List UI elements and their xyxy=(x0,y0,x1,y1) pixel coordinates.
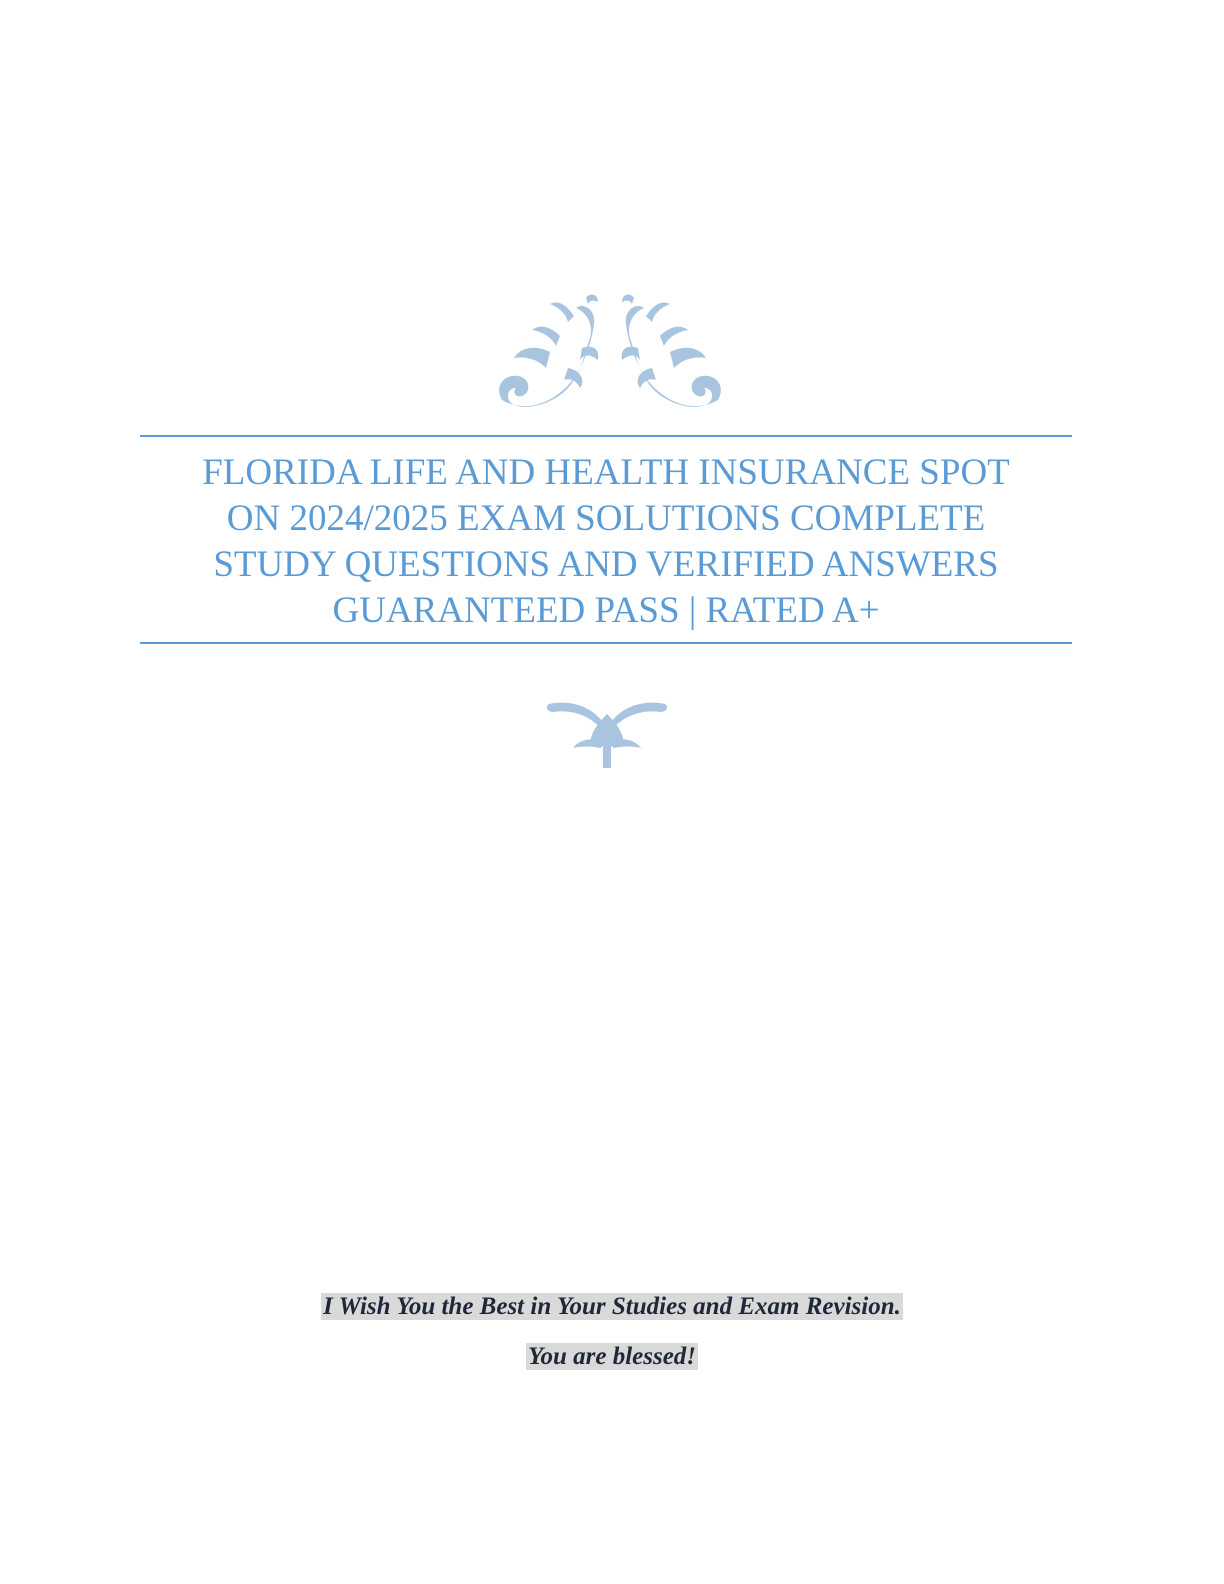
fleur-divider-icon xyxy=(545,688,669,770)
floral-scroll-icon xyxy=(490,290,730,420)
bottom-divider-rule xyxy=(140,642,1072,644)
title-line-2: ON 2024/2025 EXAM SOLUTIONS COMPLETE xyxy=(226,498,986,539)
closing-message xyxy=(0,1291,1224,1323)
blessing-message-text: You are blessed! xyxy=(527,1343,697,1370)
blessing-message xyxy=(0,1341,1224,1373)
title-line-4: GUARANTEED PASS | RATED A+ xyxy=(332,590,880,631)
title-line-1: FLORIDA LIFE AND HEALTH INSURANCE SPOT xyxy=(202,452,1010,493)
top-divider-rule xyxy=(140,435,1072,437)
closing-message-text: I Wish You the Best in Your Studies and Exam Revision. xyxy=(323,1293,901,1320)
title-line-3: STUDY QUESTIONS AND VERIFIED ANSWERS xyxy=(213,544,999,585)
document-title xyxy=(140,450,1072,634)
